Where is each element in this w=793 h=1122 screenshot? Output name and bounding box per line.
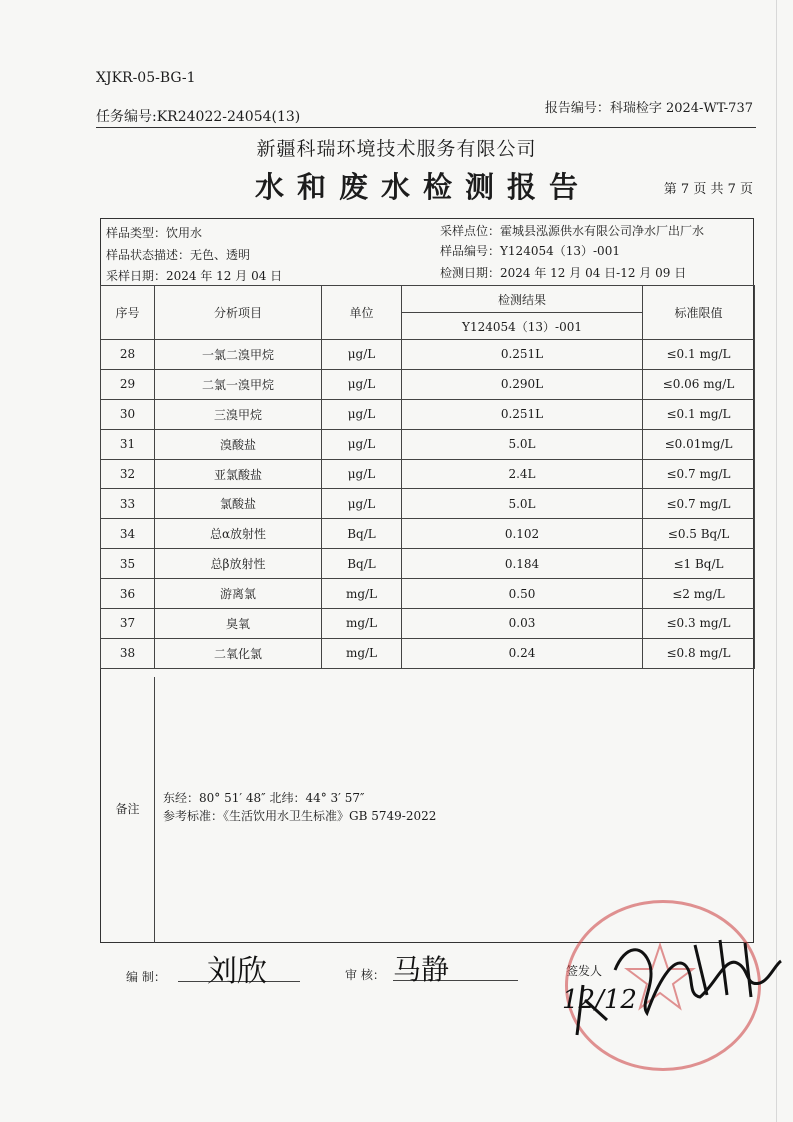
row-no: 36: [101, 579, 155, 609]
row-item: 溴酸盐: [155, 429, 322, 459]
row-result: 0.24: [402, 638, 643, 668]
test-date: 检测日期：2024 年 12 月 04 日-12 月 09 日: [440, 266, 687, 280]
row-limit: ≤0.5 Bq/L: [643, 519, 755, 549]
row-unit: μg/L: [322, 340, 402, 370]
report-number: 报告编号：科瑞检字 2024-WT-737: [544, 101, 753, 116]
row-result: 0.03: [402, 609, 643, 639]
compiler-label: 编 制：: [126, 970, 166, 984]
sample-type: 样品类型：饮用水: [106, 226, 203, 240]
sampling-location: 采样点位：霍城县泓源供水有限公司净水厂出厂水: [440, 224, 705, 238]
sampling-date: 采样日期：2024 年 12 月 04 日: [106, 269, 283, 283]
row-unit: μg/L: [322, 369, 402, 399]
row-unit: mg/L: [322, 638, 402, 668]
row-no: 35: [101, 549, 155, 579]
results-table: [100, 285, 755, 669]
issuer-signature: [555, 925, 785, 1040]
table-row: [101, 609, 755, 639]
page-info: 第 7 页 共 7 页: [663, 182, 753, 197]
row-limit: ≤0.1 mg/L: [643, 399, 755, 429]
row-limit: ≤1 Bq/L: [643, 549, 755, 579]
row-item: 游离氯: [155, 579, 322, 609]
row-result: 2.4L: [402, 459, 643, 489]
row-item: 总α放射性: [155, 519, 322, 549]
row-result: 0.102: [402, 519, 643, 549]
header-result: 检测结果: [402, 286, 643, 313]
row-item: 亚氯酸盐: [155, 459, 322, 489]
row-item: 臭氧: [155, 609, 322, 639]
table-row: [101, 579, 755, 609]
header-limit: 标准限值: [643, 286, 755, 340]
row-result: 0.50: [402, 579, 643, 609]
notes-coordinates: 东经：80° 51′ 48″ 北纬：44° 3′ 57″: [163, 791, 365, 805]
table-row: [101, 399, 755, 429]
header-unit: 单位: [322, 286, 402, 340]
row-limit: ≤0.7 mg/L: [643, 489, 755, 519]
row-no: 34: [101, 519, 155, 549]
compiler-signature: 刘欣: [207, 954, 267, 989]
document-code: XJKR-05-BG-1: [96, 70, 196, 86]
row-result: 5.0L: [402, 489, 643, 519]
row-no: 32: [101, 459, 155, 489]
sample-id: 样品编号：Y124054（13）-001: [440, 244, 620, 258]
table-row: [101, 519, 755, 549]
row-limit: ≤0.1 mg/L: [643, 340, 755, 370]
row-result: 0.290L: [402, 369, 643, 399]
sample-state: 样品状态描述：无色、透明: [106, 248, 251, 262]
row-unit: μg/L: [322, 429, 402, 459]
row-limit: ≤0.3 mg/L: [643, 609, 755, 639]
row-result: 0.251L: [402, 399, 643, 429]
table-row: [101, 489, 755, 519]
row-item: 总β放射性: [155, 549, 322, 579]
row-limit: ≤0.8 mg/L: [643, 638, 755, 668]
row-no: 29: [101, 369, 155, 399]
reviewer-label: 审 核：: [345, 968, 385, 982]
header-item: 分析项目: [155, 286, 322, 340]
issuer-label: 签发人: [566, 964, 603, 978]
table-row: [101, 638, 755, 668]
row-no: 37: [101, 609, 155, 639]
table-row: [101, 459, 755, 489]
row-result: 0.184: [402, 549, 643, 579]
header-rule: [96, 127, 756, 128]
row-no: 30: [101, 399, 155, 429]
row-item: 二氧化氯: [155, 638, 322, 668]
row-no: 28: [101, 340, 155, 370]
table-row: [101, 340, 755, 370]
row-limit: ≤0.7 mg/L: [643, 459, 755, 489]
company-name: 新疆科瑞环境技术服务有限公司: [256, 138, 537, 160]
row-unit: Bq/L: [322, 549, 402, 579]
row-item: 氯酸盐: [155, 489, 322, 519]
row-limit: ≤0.06 mg/L: [643, 369, 755, 399]
table-row: [101, 369, 755, 399]
row-unit: mg/L: [322, 609, 402, 639]
row-no: 38: [101, 638, 155, 668]
row-limit: ≤2 mg/L: [643, 579, 755, 609]
row-result: 0.251L: [402, 340, 643, 370]
report-title: 水和废水检测报告: [255, 170, 592, 204]
notes-label: 备注: [115, 802, 140, 816]
row-unit: μg/L: [322, 459, 402, 489]
table-row: [101, 429, 755, 459]
reviewer-signature: 马静: [393, 953, 450, 986]
row-item: 一氯二溴甲烷: [155, 340, 322, 370]
row-unit: μg/L: [322, 399, 402, 429]
table-row: [101, 549, 755, 579]
row-item: 二氯一溴甲烷: [155, 369, 322, 399]
task-number: 任务编号:KR24022-24054(13): [96, 109, 301, 125]
row-item: 三溴甲烷: [155, 399, 322, 429]
row-unit: mg/L: [322, 579, 402, 609]
issue-date-handwritten: 12/12: [562, 985, 637, 1015]
row-unit: μg/L: [322, 489, 402, 519]
row-no: 31: [101, 429, 155, 459]
row-unit: Bq/L: [322, 519, 402, 549]
row-no: 33: [101, 489, 155, 519]
header-sample-id: Y124054（13）-001: [402, 313, 643, 340]
notes-standard: 参考标准：《生活饮用水卫生标准》GB 5749-2022: [163, 809, 437, 823]
row-result: 5.0L: [402, 429, 643, 459]
header-no: 序号: [101, 286, 155, 340]
row-limit: ≤0.01mg/L: [643, 429, 755, 459]
